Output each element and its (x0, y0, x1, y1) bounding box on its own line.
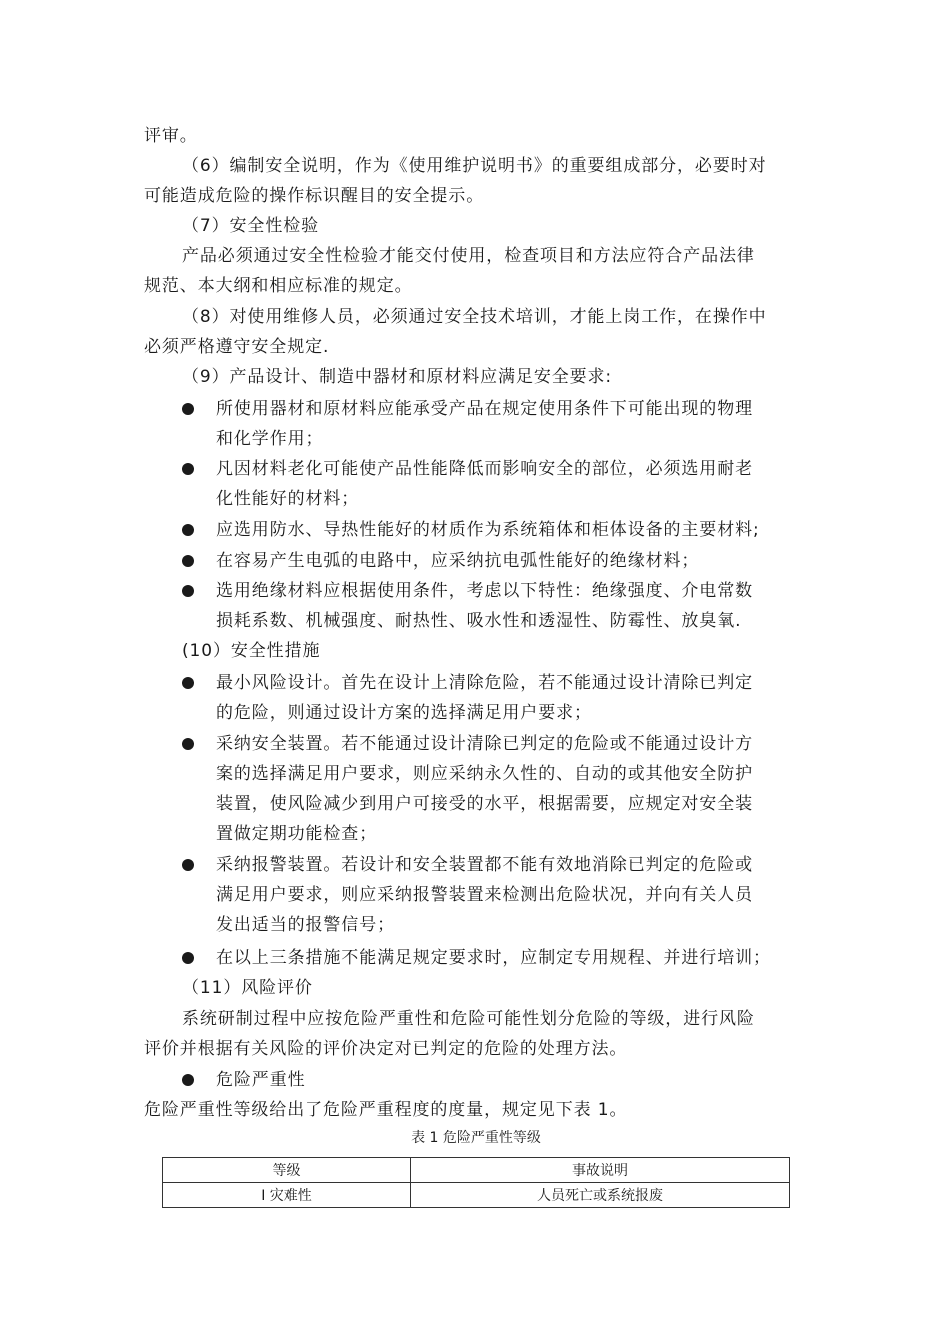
text-line: 系统研制过程中应按危险严重性和危险可能性划分危险的等级，进行风险 (182, 1009, 755, 1029)
list-item-text: 置做定期功能检查； (216, 824, 378, 844)
bullet-icon (182, 677, 194, 689)
list-item-text: 化性能好的材料； (216, 489, 360, 509)
text-line: 必须严格遵守安全规定. (144, 337, 330, 357)
text-line: （11）风险评价 (182, 978, 313, 998)
list-item-text: 的危险，则通过设计方案的选择满足用户要求； (216, 703, 592, 723)
list-item-text: 发出适当的报警信号； (216, 915, 395, 935)
list-item-text: 最小风险设计。首先在设计上清除危险，若不能通过设计清除已判定 (216, 673, 753, 693)
list-item-text: 采纳报警装置。若设计和安全装置都不能有效地消除已判定的危险或 (216, 855, 753, 875)
bullet-icon (182, 1074, 194, 1086)
text-line: （8）对使用维修人员，必须通过安全技术培训，才能上岗工作，在操作中 (182, 307, 767, 327)
text-line: 规范、本大纲和相应标准的规定。 (144, 276, 413, 296)
text-line: （9）产品设计、制造中器材和原材料应满足安全要求: (182, 367, 613, 387)
table-header-cell: 等级 (163, 1158, 411, 1183)
list-item-text: 案的选择满足用户要求，则应采纳永久性的、自动的或其他安全防护 (216, 764, 753, 784)
bullet-icon (182, 403, 194, 415)
bullet-icon (182, 859, 194, 871)
list-item-text: 和化学作用； (216, 429, 324, 449)
list-item-text: 装置，使风险减少到用户可接受的水平，根据需要，应规定对安全装 (216, 794, 753, 814)
table-cell: 人员死亡或系统报废 (411, 1183, 790, 1208)
list-item-text: 满足用户要求，则应采纳报警装置来检测出危险状况，并向有关人员 (216, 885, 753, 905)
list-item-text: 采纳安全装置。若不能通过设计清除已判定的危险或不能通过设计方 (216, 734, 753, 754)
bullet-icon (182, 463, 194, 475)
bullet-icon (182, 524, 194, 536)
list-item-text: 所使用器材和原材料应能承受产品在规定使用条件下可能出现的物理 (216, 399, 753, 419)
text-line: 评价并根据有关风险的评价决定对已判定的危险的处理方法。 (144, 1039, 628, 1059)
text-line: 评审。 (144, 126, 198, 146)
text-line: (10）安全性措施 (182, 641, 321, 661)
text-line: 产品必须通过安全性检验才能交付使用，检查项目和方法应符合产品法律 (182, 246, 755, 266)
bullet-icon (182, 738, 194, 750)
table-header-cell: 事故说明 (411, 1158, 790, 1183)
text-line: （7）安全性检验 (182, 216, 320, 236)
table-cell: I 灾难性 (163, 1183, 411, 1208)
list-item-text: 危险严重性 (216, 1070, 306, 1090)
list-item-text: 应选用防水、导热性能好的材质作为系统箱体和柜体设备的主要材料; (216, 520, 760, 540)
text-line: （6）编制安全说明，作为《使用维护说明书》的重要组成部分，必要时对 (182, 156, 767, 176)
list-item-text: 选用绝缘材料应根据使用条件，考虑以下特性：绝缘强度、介电常数 (216, 581, 753, 601)
list-item-text: 损耗系数、机械强度、耐热性、吸水性和透湿性、防霉性、放臭氧. (216, 611, 742, 631)
text-line: 危险严重性等级给出了危险严重程度的度量，规定见下表 1。 (144, 1100, 628, 1120)
bullet-icon (182, 952, 194, 964)
table-row (163, 1183, 790, 1208)
list-item-text: 凡因材料老化可能使产品性能降低而影响安全的部位，必须选用耐老 (216, 459, 753, 479)
table-caption: 表 1 危险严重性等级 (411, 1130, 541, 1146)
severity-table (162, 1157, 790, 1208)
table-header-row (163, 1158, 790, 1183)
text-line: 可能造成危险的操作标识醒目的安全提示。 (144, 186, 485, 206)
bullet-icon (182, 585, 194, 597)
list-item-text: 在以上三条措施不能满足规定要求时，应制定专用规程、并进行培训； (216, 948, 771, 968)
bullet-icon (182, 555, 194, 567)
list-item-text: 在容易产生电弧的电路中，应采纳抗电弧性能好的绝缘材料； (216, 551, 700, 571)
